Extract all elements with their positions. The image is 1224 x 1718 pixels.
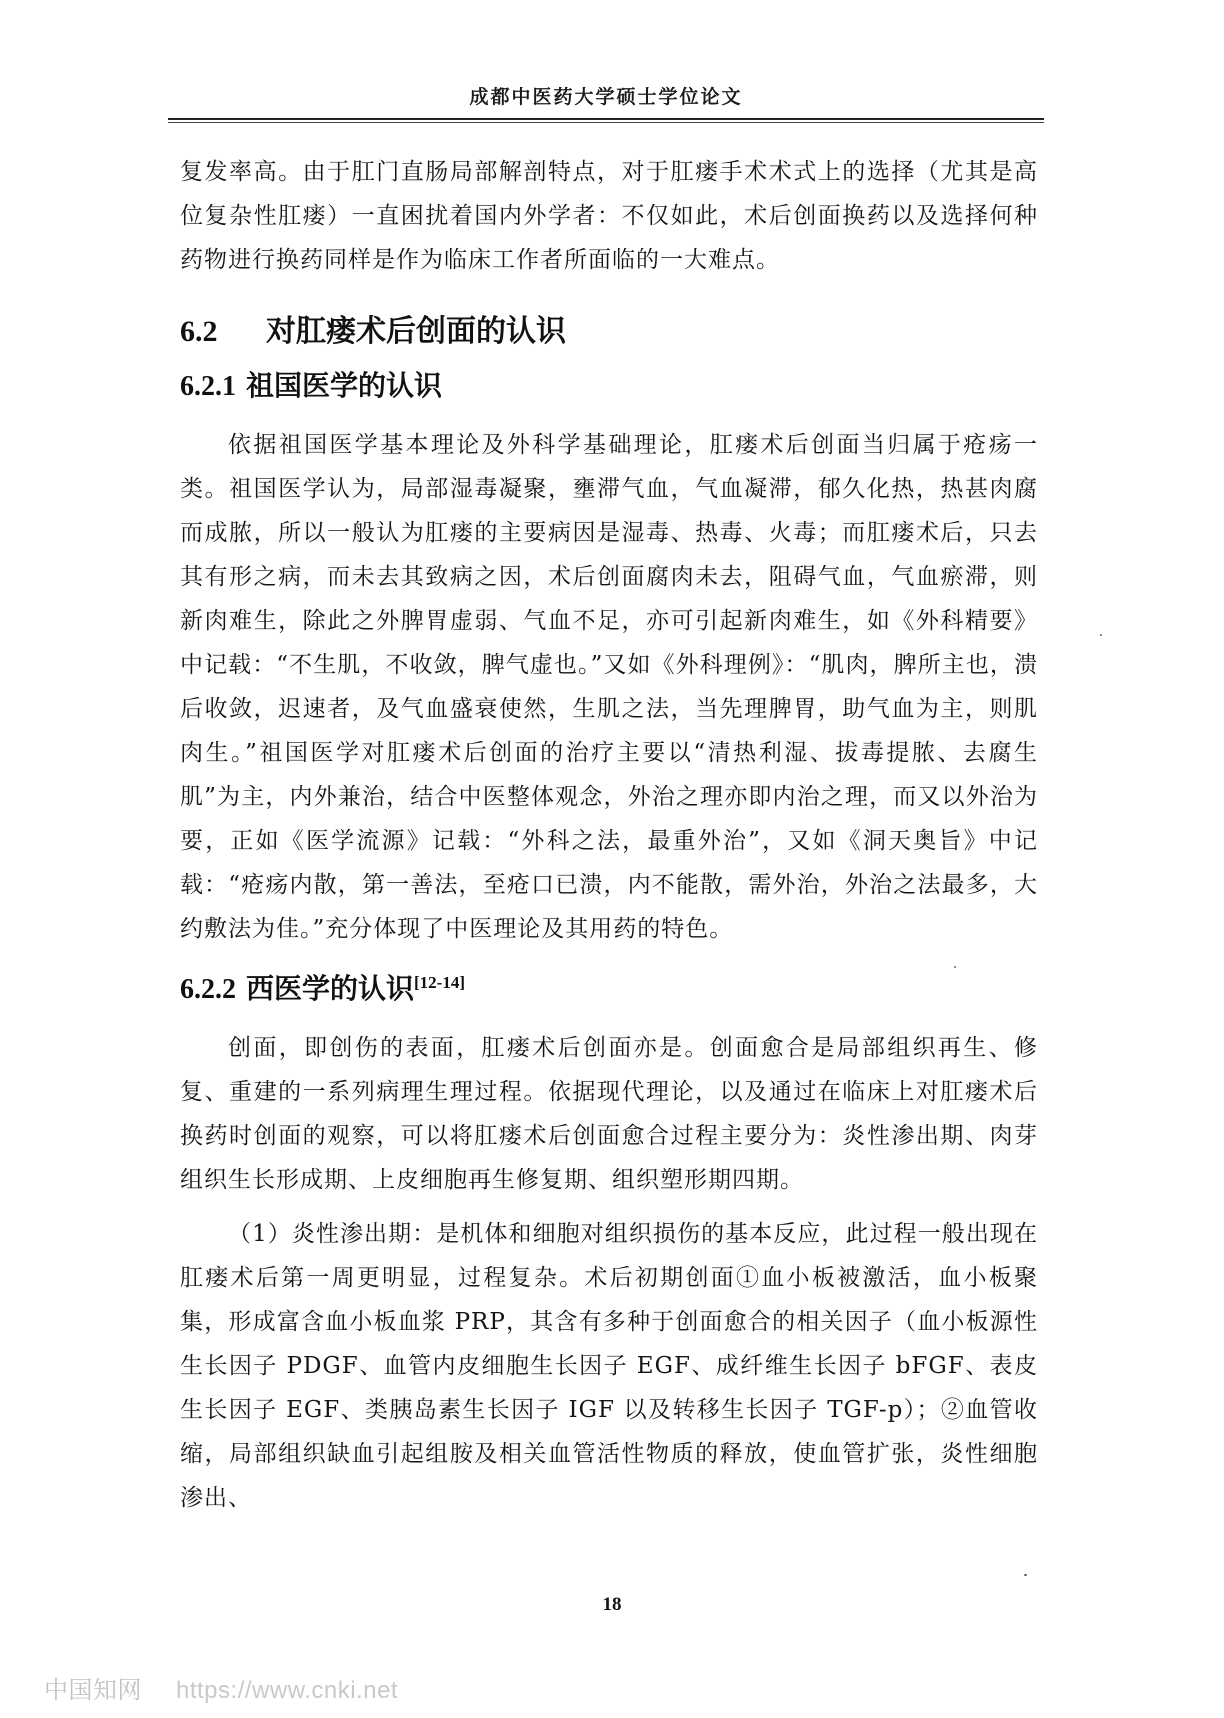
subsection-1-heading	[180, 366, 1038, 407]
scan-speck	[1100, 634, 1102, 636]
subsection-1-paragraph: 依据祖国医学基本理论及外科学基础理论，肛瘘术后创面当归属于疮疡一类。祖国医学认为，局部湿毒凝聚，壅滞气血，气血凝滞，郁久化热，热甚肉腐而成脓，所以一般认为肛瘘的主要病因是湿毒、热毒、火毒；而肛瘘术后，只去其有形之病，而未去其致病之因，术后创面腐肉未去，阻碍气血，气血瘀滞，则新肉难生，除此之外脾胃虚弱、气血不足，亦可引起新肉难生，如《外科精要》中记载：“不生肌，不收敛，脾气虚也。”又如《外科理例》：“肌肉，脾所主也，溃后收敛，迟速者，及气血盛衰使然，生肌之法，当先理脾胃，助气血为主，则肌肉生。”祖国医学对肛瘘术后创面的治疗主要以“清热利湿、拔毒提脓、去腐生肌”为主，内外兼治，结合中医整体观念，外治之理亦即内治之理，而又以外治为要，正如《医学流源》记载：“外科之法，最重外治”，又如《洞天奥旨》中记载：“疮疡内散，第一善法，至疮口已溃，内不能散，需外治，外治之法最多，大约敷法为佳。”充分体现了中医理论及其用药的特色。	[180, 432, 1038, 942]
section-heading	[180, 312, 1038, 352]
page-number: 18	[602, 1594, 622, 1615]
subsection-1-title: 祖国医学的认识	[246, 369, 443, 402]
running-header: 成都中医药大学硕士学位论文	[469, 86, 743, 108]
subsection-2-citation: [12-14]	[414, 973, 465, 992]
subsection-2-number: 6.2.2	[180, 974, 236, 1005]
section-number: 6.2	[180, 315, 218, 348]
subsection-1-number: 6.2.1	[180, 371, 236, 402]
subsection-2-paragraph-1: 创面，即创伤的表面，肛瘘术后创面亦是。创面愈合是局部组织再生、修复、重建的一系列病理生理过程。依据现代理论，以及通过在临床上对肛瘘术后换药时创面的观察，可以将肛瘘术后创面愈合过程主要分为：炎性渗出期、肉芽组织生长形成期、上皮细胞再生修复期、组织塑形期四期。	[180, 1035, 1038, 1193]
watermark-brand: 中国知网	[44, 1677, 142, 1704]
scan-speck	[1024, 1574, 1027, 1576]
watermark	[44, 1670, 398, 1705]
subsection-2-title: 西医学的认识	[246, 972, 415, 1005]
subsection-2-heading	[180, 963, 1038, 1010]
header-rule-thin	[168, 122, 1044, 123]
page-body	[180, 150, 1038, 1520]
scan-speck	[954, 966, 956, 968]
subsection-2-paragraph-2: （1）炎性渗出期：是机体和细胞对组织损伤的基本反应，此过程一般出现在肛瘘术后第一周更明显，过程复杂。术后初期创面①血小板被激活，血小板聚集，形成富含血小板血浆 PRP，其含有多种于创面愈合的相关因子（血小板源性生长因子 PDGF、血管内皮细胞生长因子 EGF、成纤维生长因子 bFGF、表皮生长因子 EGF、类胰岛素生长因子 IGF 以及转移生长因子 TGF-p）；②血管收缩，局部组织缺血引起组胺及相关血管活性物质的释放，使血管扩张，炎性细胞渗出、	[180, 1221, 1038, 1511]
watermark-url: https://www.cnki.net	[176, 1677, 399, 1704]
header-rule	[168, 118, 1044, 120]
intro-paragraph: 复发率高。由于肛门直肠局部解剖特点，对于肛瘘手术术式上的选择（尤其是高位复杂性肛瘘）一直困扰着国内外学者：不仅如此，术后创面换药以及选择何种药物进行换药同样是作为临床工作者所面临的一大难点。	[180, 159, 1038, 273]
section-title: 对肛瘘术后创面的认识	[266, 314, 566, 349]
